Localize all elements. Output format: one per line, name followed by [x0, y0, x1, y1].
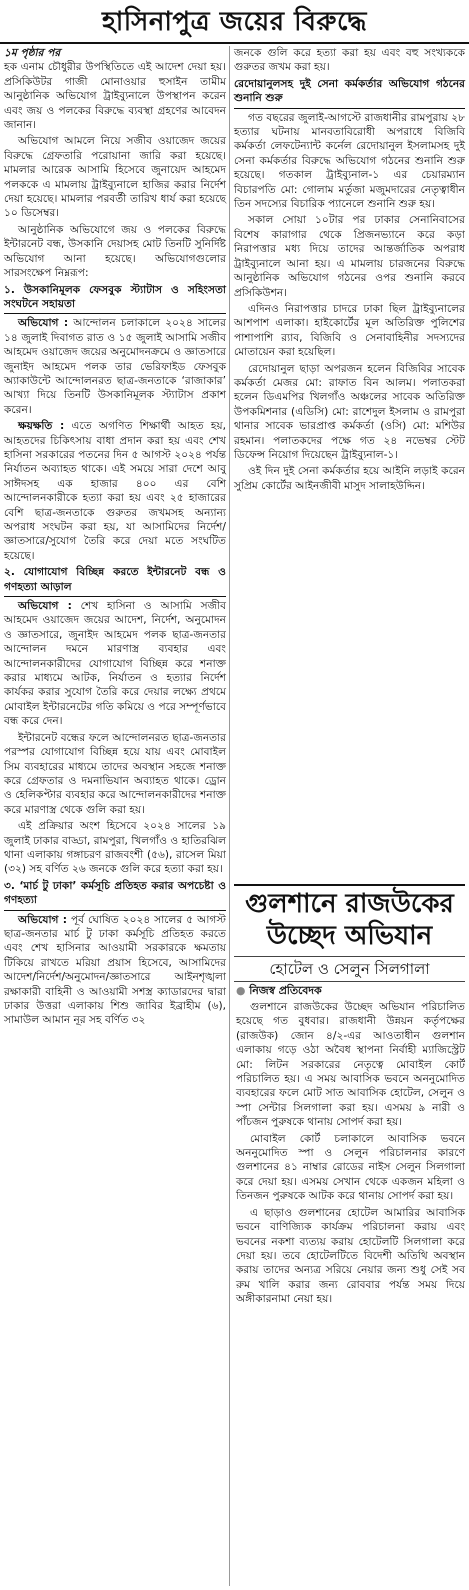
page-headline: হাসিনাপুত্র জয়ের বিরুদ্ধে	[102, 7, 367, 37]
section-subhead	[234, 77, 465, 109]
article-paragraph: মোবাইল কোর্ট চলাকালে আবাসিক ভবনে অননুমোদিত স্পা ও সেলুন পরিচালনার কারণে গুলশানের ৪১ নাম্বার রোডের নাইস সেলুন সিলগালা করে দেয়া হয়। এসময় সেখান থেকে একজন মহিলা ও তিনজন পুরুষকে আটক করে থানায় সোপর্দ করা হয়।	[236, 1132, 465, 1203]
article-paragraph	[4, 913, 226, 1028]
subhead-text: ১. উসকানিমূলক ফেসবুক স্ট্যাটাস ও সহিংসতা সংঘটনে সহায়তা	[4, 283, 226, 310]
article-paragraph: এদিনও নিরাপত্তার চাদরে ঢাকা ছিল ট্রাইব্যুনালের আশপাশ এলাকা। হাইকোর্টের মূল অতিরিক্ত পুলিশের পাশাপাশি র‍্যাব, বিজিবি ও সেনাবাহিনীর সদস্যদের মোতায়েন করা হয়েছিল।	[234, 302, 465, 359]
continued-from-label: ১ম পৃষ্ঠার পর	[4, 47, 61, 59]
continued-paragraph	[4, 46, 226, 132]
article-paragraph: রেদোয়ানুল ছাড়া অপরজন হলেন বিজিবির সাবেক কর্মকর্তা মেজর মো: রাফাত বিন আলম। পলাতকরা হলেন ডিএমপির খিলগাঁও অঞ্চলের সাবেক অতিরিক্ত উপকমিশনার (এডিসি) মো: রাশেদুল ইসলাম ও রামপুরা থানার সাবেক ভারপ্রাপ্ত কর্মকর্তা (ওসি) মো: মশিউর রহমান। পলাতকদের পক্ষে গত ২৪ নভেম্বর স্টেট ডিফেন্স নিয়োগ দিয়েছেন ট্রাইব্যুনাল-১।	[234, 362, 465, 461]
subhead-text: ২. যোগাযোগ বিচ্ছিন্ন করতে ইন্টারনেট বন্ধ ও গণহত্যা আড়াল	[4, 566, 226, 593]
article-paragraph: জনকে গুলি করে হত্যা করা হয় এবং বহু সংখ্যককে গুরুতর জখম করা হয়।	[234, 47, 465, 74]
label-text: অভিযোগ :	[18, 913, 67, 926]
article-text: পূর্ব ঘোষিত ২০২৪ সালের ৫ আগস্ট ছাত্র-জনতার মার্চ টু ঢাকা কর্মসূচি প্রতিহত করতে এবং শেখ হাসিনার আওয়ামী সরকারকে ক্ষমতায় টিকিয়ে রাখতে মরিয়া প্রয়াস হিসেবে, আসামিদের আদেশ/নির্দেশ/অনুমোদন/জ্ঞাতসারে আইনশৃঙ্খলা রক্ষাকারী বাহিনী ও আওয়ামী সশস্ত্র ক্যাডারদের দ্বারা ঢাকার উত্তরা এলাকায় শিশু জাবির ইব্রাহীম (৬), সামাউল আমান নূর সহ বর্ণিত ৩২	[4, 913, 226, 1027]
article-paragraph	[4, 599, 226, 729]
story-divider	[234, 884, 465, 886]
subhead-text: ৩. ‘মার্চ টু ঢাকা’ কর্মসূচি প্রতিহত করার অপচেষ্টা ও গণহত্যা	[4, 879, 226, 907]
article-paragraph	[4, 316, 226, 417]
label-text: অভিযোগ :	[18, 600, 72, 613]
column-separator	[229, 46, 230, 1586]
article-paragraph: আনুষ্ঠানিক অভিযোগে জয় ও পলকের বিরুদ্ধে ইন্টারনেট বন্ধ, উসকানি দেয়াসহ মোট তিনটি সুনির্দিষ্ট অভিযোগ আনা হয়েছে। অভিযোগগুলোর সারসংক্ষেপ নিম্নরূপ:	[4, 223, 226, 280]
article-text: এতে অগণিত শিক্ষার্থী আহত হয়, আহতদের চিকিৎসায় বাধা প্রদান করা হয় এবং শেখ হাসিনা সরকারের পতনের দিন ৫ আগস্ট ২০২৪ পর্যন্ত নির্যাতন অব্যাহত থাকে। এই সময়ে সারা দেশে আবু সাঈদসহ এক হাজার ৪০০ এর বেশি আন্দোলনকারীকে হত্যা করা হয় এবং ২৫ হাজারের বেশি ছাত্র-জনতাকে গুরুতর জখমসহ অন্যান্য অপরাধ সংঘটন করা হয়, যা আসামিদের নির্দেশ/জ্ঞাতসারে/সুযোগ তৈরি করে দেয়া মতে সংঘটিত হয়েছে।	[4, 420, 227, 562]
article-paragraph: অভিযোগ আমলে নিয়ে সজীব ওয়াজেদ জয়ের বিরুদ্ধে গ্রেফতারি পরোয়ানা জারি করা হয়েছে। মামলার আরেক আসামি হিসেবে জুনায়েদ আহমেদ পলককে এ মামলায় ট্রাইব্যুনালে হাজির করার নির্দেশ দেয়া হয়েছে। মামলার পরবর্তী তারিখ ধার্য করা হয়েছে ১০ ডিসেম্বর।	[4, 135, 226, 220]
byline-text: নিজস্ব প্রতিবেদক	[249, 984, 322, 997]
label-text: অভিযোগ :	[18, 317, 69, 330]
article-paragraph: এ ছাড়াও গুলশানের হোটেল আমারির আবাসিক ভবনে বাণিজ্যিক কার্যক্রম পরিচালনা করায় এবং ভবনের নকশা ব্যত্যয় করায় হোটেলটি সিলগালা করে দেয়া হয়। তবে হোটেলটিতে বিদেশী অতিথি অবস্থান করায় তাদের অন্যত্র সরিয়ে নেয়ার জন্য শুধু সেই সব রুম খালি করার জন্য রোববার পর্যন্ত সময় দিয়ে অঙ্গীকারনামা নেয়া হয়।	[236, 1206, 465, 1306]
section-subhead	[4, 879, 226, 911]
story2-body	[236, 1000, 465, 1309]
headline-rule	[0, 42, 469, 44]
left-column	[4, 46, 226, 1030]
bullet-icon: ●	[236, 984, 250, 997]
subhead-text: রেদোয়ানুলসহ দুই সেনা কর্মকর্তার অভিযোগ গঠনের শুনানি শুরু	[234, 77, 465, 105]
article-paragraph: ইন্টারনেট বন্ধের ফলে আন্দোলনরত ছাত্র-জনতার পরস্পর যোগাযোগ বিচ্ছিন্ন হয়ে যায় এবং মোবাইল সিম ব্যবহারের মাধ্যমে তাদের অবস্থান সহজে শনাক্ত করে গ্রেফতার ও দমনাভিযান অব্যাহত থাকে। ড্রোন ও হেলিকপ্টার ব্যবহার করে আন্দোলনকারীদের শনাক্ত করে মারণাস্ত্র থেকে গুলি করা হয়।	[4, 731, 226, 816]
story2-subhead: হোটেল ও সেলুন সিলগালা	[234, 956, 465, 982]
label-text: ক্ষয়ক্ষতি :	[18, 420, 65, 433]
section-subhead	[4, 283, 226, 315]
section-subhead	[4, 565, 226, 597]
article-text: শেখ হাসিনা ও আসামি সজীব আহমেদ ওয়াজেদ জয়ের আদেশ, নির্দেশ, অনুমোদন ও জ্ঞাতসারে, জুনাইদ আহমেদ পলক ছাত্র-জনতার আন্দোলন দমনে মারণাস্ত্র ব্যবহার এবং আন্দোলনকারীদের যোগাযোগ বিচ্ছিন্ন করে শনাক্ত করার মাধ্যমে আটক, নির্যাতন ও হত্যার নির্দেশ কার্যকর করার সুযোগ তৈরি করে দেয়ার লক্ষ্যে প্রথমে মোবাইল ইন্টারনেটের গতি কমিয়ে ও পরে সম্পূর্ণভাবে বন্ধ করে দেন।	[4, 600, 226, 728]
article-paragraph: গুলশানে রাজউকের উচ্ছেদ অভিযান পরিচালিত হয়েছে গত বুধবার। রাজধানী উন্নয়ন কর্তৃপক্ষের (রাজউক) জোন ৪/২-এর আওতাধীন গুলশান এলাকায় গড়ে ওঠা অবৈধ স্থাপনা নির্বাহী ম্যাজিস্ট্রেট মো: লিটন সরকারের নেতৃত্বে মোবাইল কোর্ট পরিচালিত হয়। এ সময় আবাসিক ভবনে অননুমোদিত ব্যবহারের ফলে মোট সাত আবাসিক হোটেল, সেলুন ও স্পা সেন্টার সিলগালা করা হয়। এসময় ৯ নারী ও পাঁচজন পুরুষকে থানায় সোপর্দ করা হয়।	[236, 1001, 465, 1129]
right-column	[234, 46, 465, 495]
byline	[236, 984, 465, 998]
article-paragraph: সকাল সোয়া ১০টার পর ঢাকার সেনানিবাসের বিশেষ কারাগার থেকে প্রিজনভ্যানে করে কড়া নিরাপত্তার মধ্য দিয়ে তাদের আন্তর্জাতিক অপরাধ ট্রাইব্যুনালে আনা হয়। এ মামলায় চারজনের বিরুদ্ধে আনুষ্ঠানিক অভিযোগ গঠনের ওপর শুনানি করবে প্রসিকিউশন।	[234, 214, 465, 299]
article-paragraph: গত বছরের জুলাই-আগস্টে রাজধানীর রামপুরায় ২৮ হত্যার ঘটনায় মানবতাবিরোধী অপরাধে বিজিবি কর্মকর্তা লেফটেন্যান্ট কর্নেল রেদোয়ানুল ইসলামসহ দুই সেনা কর্মকর্তার বিরুদ্ধে অভিযোগ গঠনের শুনানি শুরু হয়েছে। গতকাল ট্রাইব্যুনাল-১ এর চেয়ারম্যান বিচারপতি মো: গোলাম মর্তুজা মজুমদারের নেতৃত্বাধীন তিন সদস্যের বিচারিক প্যানেলে শুনানি শুরু হয়।	[234, 111, 465, 211]
article-text: হক এনাম চৌধুরীর উপস্থিতিতে এই আদেশ দেয়া হয়। প্রসিকিউটর গাজী মোনাওয়ার হুসাইন তামীম আনুষ্ঠানিক অভিযোগ ট্রাইব্যুনালে উপস্থাপন করেন এবং জয় ও পলকের বিরুদ্ধে ব্যবস্থা গ্রহণের আবেদন জানান।	[4, 61, 226, 132]
article-text: আন্দোলন চলাকালে ২০২৪ সালের ১৪ জুলাই দিবাগত রাত ও ১৫ জুলাই আসামি সজীব আহমেদ ওয়াজেদ জয়ের অনুমোদনক্রমে ও জ্ঞাতসারে জুনাইদ আহমেদ পলক তার ভেরিফাইড ফেসবুক অ্যাকাউন্টে আন্দোলনরত ছাত্র-জনতাকে ‘রাজাকার’ আখ্যা দিয়ে তিনটি উসকানিমূলক স্ট্যাটাস প্রকাশ করেন।	[4, 317, 226, 416]
story2-headline: গুলশানে রাজউকের উচ্ছেদ অভিযান	[245, 889, 454, 951]
article-paragraph	[4, 419, 226, 563]
article-paragraph: ওই দিন দুই সেনা কর্মকর্তার হয়ে আইনি লড়াই করেন সুপ্রিম কোর্টের আইনজীবী মাসুদ সালাহউদ্দিন।	[234, 465, 465, 492]
article-paragraph: এই প্রক্রিয়ার অংশ হিসেবে ২০২৪ সালের ১৯ জুলাই ঢাকার বাড্ডা, রামপুরা, খিলগাঁও ও হাতিরঝিল থানা এলাকায় গঙ্গাচরণ রাজবংশী (৫৬), রাসেল মিয়া (৩২) সহ বর্ণিত ২৬ জনকে গুলি করে হত্যা করা হয়।	[4, 820, 226, 876]
